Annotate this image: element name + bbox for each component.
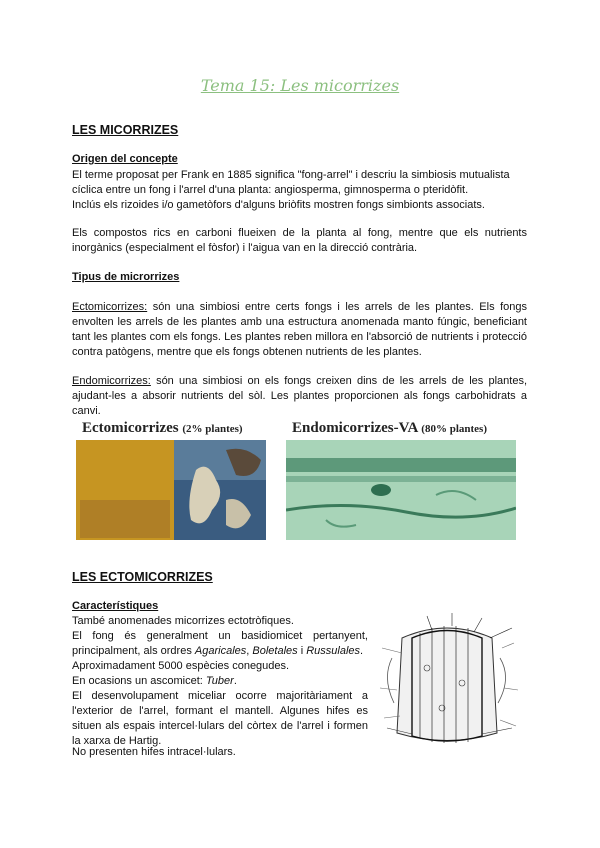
ecto-percent: (2% plantes) [182,423,243,435]
root-cross-section-diagram [372,608,522,750]
endo-percent: (80% plantes) [421,423,487,435]
ecto-panel [76,418,266,540]
origin-paragraph-1 [72,168,527,213]
characteristics-line-3: Aproximadament 5000 espècies conegudes. [72,660,290,672]
mycorrhiza-figure [76,418,516,540]
origin-paragraph-2: Els compostos rics en carboni flueixen de la planta al fong, mentre que els nutrients inorgànics (especialment el fòsfor) i l'aigua van en la direcció contrària. [72,227,527,254]
ecto-caption: Ectomicorrizes (2% plantes) [82,420,243,436]
characteristics-line-2: El fong és generalment un basidiomicet pertanyent, principalment, als ordres Agaricales, Boletales i Russulales. [72,630,368,657]
origin-line-1: El terme proposat per Frank en 1885 significa "fong-arrel" i descriu la simbiosis mutualista [72,169,510,181]
order-russulales: Russulales [306,645,361,657]
subheading-caracteristiques: Característiques [72,600,159,612]
endo-caption: Endomicorrizes-VA (80% plantes) [292,420,487,436]
section-heading-micorrizes: LES MICORRIZES [72,123,179,137]
endo-paragraph [72,374,527,419]
ecto-paragraph [72,300,527,360]
ectomycorrhiza-photo [76,440,266,540]
characteristics-line-6: No presenten hifes intracel·lulars. [72,746,236,758]
characteristics-line-1: També anomenades micorrizes ectotròfiques. [72,615,294,627]
subheading-tipus: Tipus de microrrizes [72,271,180,283]
characteristics-line-4: En ocasions un ascomicet: Tuber. [72,675,237,687]
endo-label: Endomicorrizes: [72,375,151,387]
section-heading-ectomicorrizes: LES ECTOMICORRIZES [72,570,213,584]
ecto-text: són una simbiosi entre certs fongs i les arrels de les plantes. Els fongs envolten les arrels de les plantes amb una estructura anomenada manto fúngic, beneficiant tant les plantes com els fongs. Les plantes reben millora en l'absorció de nutrients i protecció contra patògens, mentre que els fongs obtenen nutrients de les plantes. [72,301,527,358]
genus-tuber: Tuber [205,675,234,687]
endomycorrhiza-photo [286,440,516,540]
characteristics-line-5: El desenvolupament miceliar ocorre majoritàriament a l'exterior de l'arrel, formant el mantell. Algunes hifes es situen als espais intercel·lulars del còrtex de l'arrel i formen la xarxa de Hartig. [72,690,368,747]
endo-panel [286,418,516,540]
subheading-origen: Origen del concepte [72,153,178,165]
order-agaricales: Agaricales [194,645,247,657]
ecto-label: Ectomicorrizes: [72,301,148,313]
endo-text: són una simbiosi on els fongs creixen dins de les arrels de les plantes, ajudant-les a absorir nutrients del sòl. Les plantes proporcionen als fongs carbohidrats a canvi. [72,375,527,417]
origin-line-2: cíclica entre un fong i l'arrel d'una planta: angiosperma, gimnosperma o pteridòfit. [72,184,469,196]
origin-line-3: Inclús els rizoides i/o gametòfors d'alguns briòfits mostren fongs simbionts associats. [72,199,485,211]
page-title: Tema 15: Les micorrizes [200,76,400,95]
order-boletales: Boletales [252,645,298,657]
